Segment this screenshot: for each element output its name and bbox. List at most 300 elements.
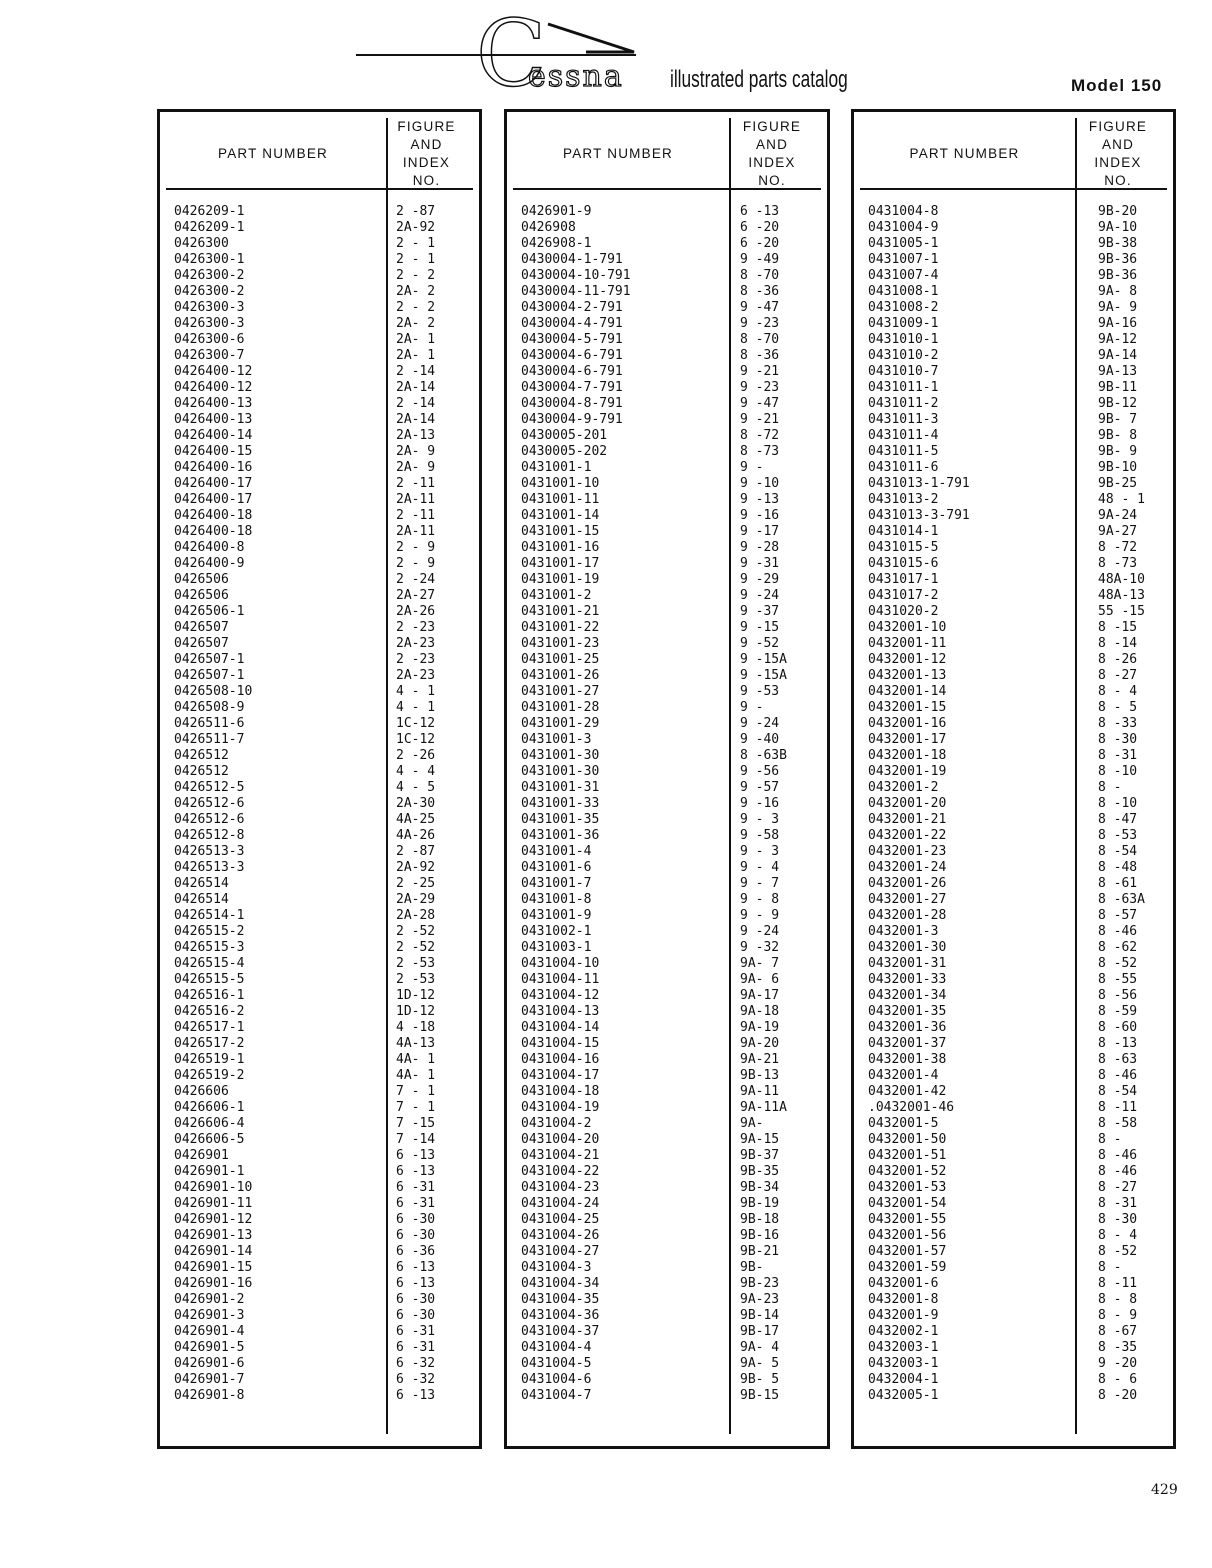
part-number: 0431004-2 (521, 1116, 592, 1131)
part-number: 0430004-10-791 (521, 268, 631, 283)
table-row (854, 1148, 1173, 1164)
figure-index: 1C-12 (396, 732, 436, 747)
table-row (160, 1260, 479, 1276)
figure-index: 9 -10 (740, 476, 780, 491)
figure-index: 9 -57 (740, 780, 780, 795)
part-number: 0432003-1 (868, 1356, 939, 1371)
figure-index: 8 -11 (1098, 1276, 1138, 1291)
part-number: 0431004-10 (521, 956, 600, 971)
figure-index: 8 -31 (1098, 748, 1138, 763)
figure-index: 9A-19 (740, 1020, 780, 1035)
table-row (507, 668, 827, 684)
part-number: 0426511-6 (174, 716, 245, 731)
part-number: 0432001-33 (868, 972, 947, 987)
part-number: 0426513-3 (174, 844, 245, 859)
figure-index: 9B-36 (1098, 268, 1138, 283)
table-row (160, 652, 479, 668)
figure-heading-line: AND (755, 137, 789, 152)
figure-index: 9 - 4 (740, 860, 780, 875)
part-number: 0426512 (174, 764, 229, 779)
table-row (507, 876, 827, 892)
table-row (854, 300, 1173, 316)
figure-index: 9A- 7 (740, 956, 780, 971)
table-row (160, 988, 479, 1004)
figure-index: 9 -49 (740, 252, 780, 267)
figure-index: 8 -47 (1098, 812, 1138, 827)
figure-index: 9 -37 (740, 604, 780, 619)
figure-index: 8 -58 (1098, 1116, 1138, 1131)
table-row (854, 796, 1173, 812)
table-row (160, 284, 479, 300)
part-number: 0431001-14 (521, 508, 600, 523)
part-number: 0431004-13 (521, 1004, 600, 1019)
table-row (507, 892, 827, 908)
figure-index: 2 - 9 (396, 556, 436, 571)
figure-index: 2A-30 (396, 796, 436, 811)
part-number: 0430004-6-791 (521, 348, 623, 363)
part-number: 0432001-22 (868, 828, 947, 843)
part-number: 0430004-8-791 (521, 396, 623, 411)
figure-index: 6 -30 (396, 1292, 436, 1307)
part-number: 0426515-2 (174, 924, 245, 939)
figure-index: 2 -53 (396, 956, 436, 971)
table-row (160, 332, 479, 348)
part-number: 0432001-59 (868, 1260, 947, 1275)
part-number: 0431001-16 (521, 540, 600, 555)
table-row (507, 524, 827, 540)
part-number: 0426506 (174, 588, 229, 603)
figure-index: 2A- 2 (396, 316, 436, 331)
table-row (507, 988, 827, 1004)
part-number: 0426901-15 (174, 1260, 253, 1275)
figure-index: 8 -15 (1098, 620, 1138, 635)
table-row (507, 300, 827, 316)
table-row (507, 460, 827, 476)
part-number: 0426901-14 (174, 1244, 253, 1259)
table-row (854, 908, 1173, 924)
part-number: 0431011-6 (868, 460, 939, 475)
part-number: 0431004-14 (521, 1020, 600, 1035)
table-row (160, 1324, 479, 1340)
figure-index: 8 -52 (1098, 956, 1138, 971)
table-row (507, 252, 827, 268)
figure-index: 6 -31 (396, 1324, 436, 1339)
parts-list (160, 204, 479, 1404)
figure-index: 6 -13 (396, 1260, 436, 1275)
figure-index: 9A- 6 (740, 972, 780, 987)
figure-index: 8 -59 (1098, 1004, 1138, 1019)
part-number: 0430004-6-791 (521, 364, 623, 379)
part-number: 0431007-1 (868, 252, 939, 267)
table-row (507, 1308, 827, 1324)
table-row (854, 380, 1173, 396)
figure-index: 2 -14 (396, 396, 436, 411)
figure-index: 6 -32 (396, 1356, 436, 1371)
part-number: 0431017-2 (868, 588, 939, 603)
figure-index: 8 -73 (1098, 556, 1138, 571)
table-row (854, 1244, 1173, 1260)
table-row (160, 1132, 479, 1148)
catalog-title: illustrated parts catalog (670, 66, 848, 93)
figure-index: 2A-92 (396, 860, 436, 875)
table-row (854, 1084, 1173, 1100)
figure-index: 9A-13 (1098, 364, 1138, 379)
part-number: 0432001-20 (868, 796, 947, 811)
figure-index: 9B-36 (1098, 252, 1138, 267)
table-row (854, 1276, 1173, 1292)
figure-index: 9A-24 (1098, 508, 1138, 523)
table-row (160, 796, 479, 812)
part-number: 0431017-1 (868, 572, 939, 587)
table-row (854, 444, 1173, 460)
part-number: 0432001-37 (868, 1036, 947, 1051)
figure-index: 4A-13 (396, 1036, 436, 1051)
figure-index: 8 -10 (1098, 796, 1138, 811)
table-row (507, 1340, 827, 1356)
table-row (160, 1052, 479, 1068)
part-number: 0432001-35 (868, 1004, 947, 1019)
figure-index: 9B- 7 (1098, 412, 1138, 427)
figure-index: 6 -31 (396, 1180, 436, 1195)
part-number: 0431001-26 (521, 668, 600, 683)
part-number: 0431004-7 (521, 1388, 592, 1403)
part-number: 0432001-54 (868, 1196, 947, 1211)
table-row (160, 1308, 479, 1324)
figure-index: 8 -27 (1098, 668, 1138, 683)
part-number: 0432001-4 (868, 1068, 939, 1083)
table-row (160, 1292, 479, 1308)
table-row (507, 1116, 827, 1132)
table-row (160, 1004, 479, 1020)
figure-index: 9B-17 (740, 1324, 780, 1339)
table-row (854, 348, 1173, 364)
figure-index: 8 -63B (740, 748, 787, 763)
part-number: 0432001-18 (868, 748, 947, 763)
table-row (507, 908, 827, 924)
table-row (854, 748, 1173, 764)
figure-index: 2 -52 (396, 924, 436, 939)
table-row (160, 1212, 479, 1228)
part-number: 0426300-2 (174, 268, 245, 283)
part-number: 0426514 (174, 892, 229, 907)
table-row (507, 268, 827, 284)
figure-index: 7 -14 (396, 1132, 436, 1147)
figure-index: 9 - 7 (740, 876, 780, 891)
figure-index: 8 -36 (740, 348, 780, 363)
figure-heading-line: INDEX (402, 155, 451, 170)
part-number-heading: PART NUMBER (218, 146, 328, 161)
part-number: 0432001-31 (868, 956, 947, 971)
table-row (507, 844, 827, 860)
figure-index: 9 -28 (740, 540, 780, 555)
table-row (160, 556, 479, 572)
table-row (160, 684, 479, 700)
table-row (507, 508, 827, 524)
figure-index: 2 -11 (396, 476, 436, 491)
figure-index: 8 -54 (1098, 1084, 1138, 1099)
figure-index: 2A- 2 (396, 284, 436, 299)
part-number: 0432001-12 (868, 652, 947, 667)
part-number: 0426400-13 (174, 396, 253, 411)
figure-index: 2A-26 (396, 604, 436, 619)
table-row (160, 908, 479, 924)
part-number: 0426901-9 (521, 204, 592, 219)
table-row (854, 492, 1173, 508)
figure-index: 6 -20 (740, 220, 780, 235)
table-row (507, 1004, 827, 1020)
part-number: 0426901-8 (174, 1388, 245, 1403)
table-row (507, 972, 827, 988)
part-number: 0431020-2 (868, 604, 939, 619)
table-row (854, 1292, 1173, 1308)
part-number: 0426606-5 (174, 1132, 245, 1147)
table-row (854, 1356, 1173, 1372)
figure-index-heading (386, 118, 467, 190)
figure-index: 8 -57 (1098, 908, 1138, 923)
figure-index: 8 - 6 (1098, 1372, 1138, 1387)
part-number: 0432002-1 (868, 1324, 939, 1339)
table-row (854, 1308, 1173, 1324)
table-row (507, 588, 827, 604)
part-number: 0426516-1 (174, 988, 245, 1003)
figure-index: 9 -21 (740, 364, 780, 379)
figure-index: 9B-10 (1098, 460, 1138, 475)
part-number: 0432001-2 (868, 780, 939, 795)
part-number: 0426517-2 (174, 1036, 245, 1051)
figure-index: 8 -35 (1098, 1340, 1138, 1355)
figure-index: 8 -72 (1098, 540, 1138, 555)
figure-index: 8 -14 (1098, 636, 1138, 651)
table-row (507, 428, 827, 444)
figure-index: 9 -23 (740, 316, 780, 331)
part-number: 0426400-17 (174, 492, 253, 507)
table-row (854, 1180, 1173, 1196)
table-row (160, 1100, 479, 1116)
part-number: 0431004-8 (868, 204, 939, 219)
figure-index: 9A-14 (1098, 348, 1138, 363)
part-number: 0426516-2 (174, 1004, 245, 1019)
table-row (507, 1052, 827, 1068)
figure-index: 7 - 1 (396, 1084, 436, 1099)
part-number: 0431011-1 (868, 380, 939, 395)
table-row (854, 1132, 1173, 1148)
table-row (507, 684, 827, 700)
figure-index: 2A- 9 (396, 460, 436, 475)
page-number: 429 (1151, 1482, 1178, 1498)
figure-index: 55 -15 (1098, 604, 1145, 619)
part-number: 0426606 (174, 1084, 229, 1099)
part-number: 0431001-31 (521, 780, 600, 795)
part-number: 0432001-56 (868, 1228, 947, 1243)
table-row (160, 668, 479, 684)
part-number: 0431010-1 (868, 332, 939, 347)
table-header (507, 112, 827, 190)
table-row (160, 220, 479, 236)
figure-index: 8 - (1098, 780, 1122, 795)
logo-wordmark: essna (528, 59, 624, 94)
figure-index: 1C-12 (396, 716, 436, 731)
figure-index: 8 -30 (1098, 732, 1138, 747)
table-row (507, 780, 827, 796)
part-number: 0431001-10 (521, 476, 600, 491)
figure-index: 9A- (740, 1116, 764, 1131)
figure-index: 8 -72 (740, 428, 780, 443)
figure-index: 8 - 9 (1098, 1308, 1138, 1323)
part-number: 0431004-25 (521, 1212, 600, 1227)
part-number: 0430004-1-791 (521, 252, 623, 267)
figure-index: 8 -46 (1098, 1148, 1138, 1163)
table-row (854, 540, 1173, 556)
figure-index: 9 -47 (740, 396, 780, 411)
table-header (160, 112, 479, 190)
part-number: 0432001-10 (868, 620, 947, 635)
table-row (854, 636, 1173, 652)
table-row (507, 348, 827, 364)
table-row (507, 236, 827, 252)
part-number: 0426901-6 (174, 1356, 245, 1371)
table-row (854, 428, 1173, 444)
table-row (160, 1116, 479, 1132)
part-number: 0432001-17 (868, 732, 947, 747)
part-number: 0431004-17 (521, 1068, 600, 1083)
table-row (507, 1228, 827, 1244)
table-row (160, 380, 479, 396)
figure-index: 9 - (740, 460, 764, 475)
figure-index: 8 -61 (1098, 876, 1138, 891)
table-row (160, 444, 479, 460)
table-row (507, 412, 827, 428)
figure-index: 2 -14 (396, 364, 436, 379)
figure-index: 8 -10 (1098, 764, 1138, 779)
figure-index: 2 -23 (396, 620, 436, 635)
table-row (854, 1372, 1173, 1388)
figure-index: 8 -46 (1098, 924, 1138, 939)
figure-index: 8 -36 (740, 284, 780, 299)
part-number: 0432001-57 (868, 1244, 947, 1259)
figure-index: 2A-14 (396, 412, 436, 427)
table-row (507, 284, 827, 300)
part-number: 0426606-1 (174, 1100, 245, 1115)
part-number: 0431001-35 (521, 812, 600, 827)
figure-index: 8 -70 (740, 268, 780, 283)
table-row (854, 1116, 1173, 1132)
part-number: 0432001-51 (868, 1148, 947, 1163)
header-rule (166, 188, 473, 190)
part-number: 0426400-8 (174, 540, 245, 555)
table-row (854, 892, 1173, 908)
part-number: 0432001-34 (868, 988, 947, 1003)
table-row (507, 924, 827, 940)
figure-index: 8 -20 (1098, 1388, 1138, 1403)
table-row (507, 572, 827, 588)
figure-index: 8 - 4 (1098, 684, 1138, 699)
figure-heading-line: FIGURE (1088, 119, 1148, 134)
table-row (507, 604, 827, 620)
figure-index: 6 -30 (396, 1212, 436, 1227)
part-number: 0431004-19 (521, 1100, 600, 1115)
figure-index: 9A-11 (740, 1084, 780, 1099)
part-number: 0426209-1 (174, 220, 245, 235)
figure-index: 6 -13 (396, 1148, 436, 1163)
table-row (507, 1212, 827, 1228)
figure-index: 9B-34 (740, 1180, 780, 1195)
table-row (160, 876, 479, 892)
part-number: 0430004-2-791 (521, 300, 623, 315)
figure-index: 2 -52 (396, 940, 436, 955)
table-row (160, 460, 479, 476)
table-row (507, 828, 827, 844)
figure-index: 9 -20 (1098, 1356, 1138, 1371)
table-row (854, 844, 1173, 860)
part-number: 0426400-15 (174, 444, 253, 459)
table-row (160, 268, 479, 284)
part-number: 0432001-36 (868, 1020, 947, 1035)
table-row (854, 1004, 1173, 1020)
figure-index: 8 -30 (1098, 1212, 1138, 1227)
table-row (854, 1100, 1173, 1116)
table-row (854, 924, 1173, 940)
part-number: 0431004-3 (521, 1260, 592, 1275)
table-row (854, 316, 1173, 332)
figure-index: 6 -13 (396, 1276, 436, 1291)
figure-index: 8 - 5 (1098, 700, 1138, 715)
table-row (854, 828, 1173, 844)
table-row (507, 332, 827, 348)
figure-index: 9B-23 (740, 1276, 780, 1291)
figure-index: 9 - 3 (740, 812, 780, 827)
table-row (854, 668, 1173, 684)
figure-index: 9 -16 (740, 796, 780, 811)
table-row (160, 540, 479, 556)
part-number: 0431001-30 (521, 764, 600, 779)
figure-index: 9B- 5 (740, 1372, 780, 1387)
table-row (854, 1324, 1173, 1340)
figure-index-heading (729, 118, 815, 190)
table-row (854, 1068, 1173, 1084)
part-number: 0431004-34 (521, 1276, 600, 1291)
figure-index: 1D-12 (396, 1004, 436, 1019)
table-row (160, 1148, 479, 1164)
part-number: 0426400-18 (174, 508, 253, 523)
table-row (160, 412, 479, 428)
figure-index: 9 -13 (740, 492, 780, 507)
part-number: 0432001-11 (868, 636, 947, 651)
figure-index: 9B-21 (740, 1244, 780, 1259)
table-row (160, 300, 479, 316)
table-row (507, 556, 827, 572)
table-row (160, 492, 479, 508)
table-row (854, 1196, 1173, 1212)
part-number: 0431004-22 (521, 1164, 600, 1179)
part-number: 0430004-9-791 (521, 412, 623, 427)
table-row (854, 252, 1173, 268)
figure-index: 2A- 1 (396, 348, 436, 363)
part-number: 0430004-5-791 (521, 332, 623, 347)
table-row (854, 1260, 1173, 1276)
figure-index: 9 - 3 (740, 844, 780, 859)
table-row (854, 460, 1173, 476)
part-number: 0431001-19 (521, 572, 600, 587)
figure-index: 9A-17 (740, 988, 780, 1003)
figure-index: 9B- (740, 1260, 764, 1275)
table-row (854, 204, 1173, 220)
figure-index: 9 -17 (740, 524, 780, 539)
figure-heading-line: INDEX (1094, 155, 1142, 170)
part-number: 0432001-28 (868, 908, 947, 923)
part-number: 0431015-5 (868, 540, 939, 555)
part-number: 0431001-3 (521, 732, 592, 747)
table-row (160, 1372, 479, 1388)
